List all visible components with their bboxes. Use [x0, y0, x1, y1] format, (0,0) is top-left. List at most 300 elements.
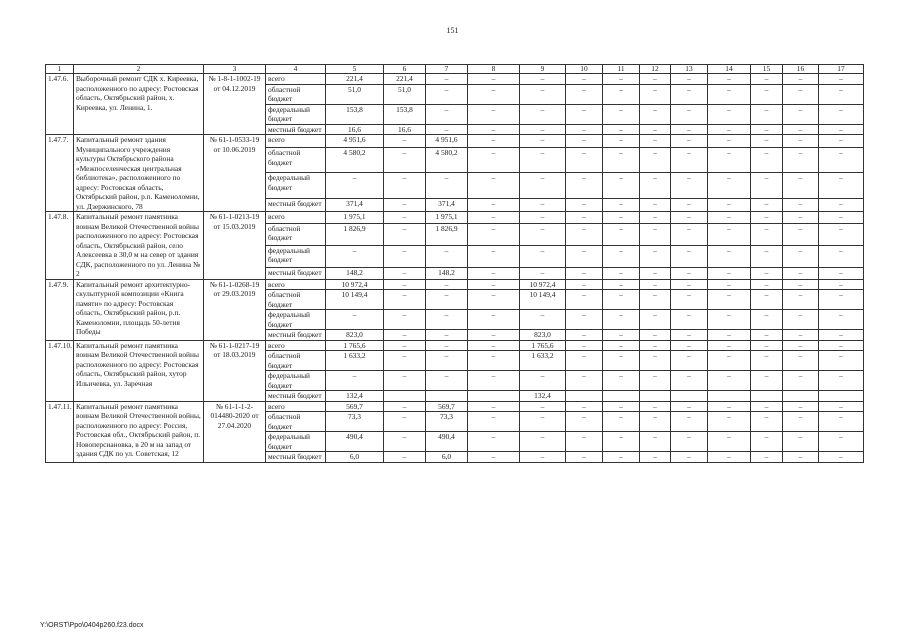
value-cell: – — [819, 279, 864, 290]
value-cell: – — [751, 148, 783, 173]
value-cell: – — [751, 173, 783, 198]
value-cell: 490,4 — [426, 432, 468, 452]
value-cell: – — [819, 245, 864, 267]
value-cell: – — [426, 173, 468, 198]
value-cell: – — [640, 310, 671, 330]
value-cell: – — [603, 351, 640, 371]
value-cell: – — [708, 310, 751, 330]
value-cell: 10 149,4 — [520, 290, 566, 310]
value-cell: 10 149,4 — [326, 290, 384, 310]
value-cell: – — [751, 310, 783, 330]
value-cell: – — [640, 340, 671, 351]
value-cell: – — [603, 432, 640, 452]
value-cell: – — [819, 84, 864, 104]
value-cell: – — [671, 371, 708, 391]
value-cell: – — [783, 351, 819, 371]
value-cell: – — [783, 198, 819, 211]
value-cell: 569,7 — [426, 401, 468, 412]
value-cell: – — [384, 432, 426, 452]
value-cell: – — [603, 84, 640, 104]
value-cell: – — [603, 401, 640, 412]
value-cell: 16,6 — [384, 124, 426, 135]
value-cell: 1 826,9 — [326, 223, 384, 245]
value-cell: – — [384, 223, 426, 245]
value-cell: 371,4 — [426, 198, 468, 211]
column-header: 8 — [468, 65, 520, 74]
value-cell: – — [566, 371, 603, 391]
value-cell: – — [640, 104, 671, 124]
funding-source-label: областной бюджет — [266, 412, 326, 432]
expertise-document: № 61-1-1-2-014480-2020 от 27.04.2020 — [204, 401, 266, 462]
value-cell: – — [603, 290, 640, 310]
value-cell: – — [426, 84, 468, 104]
value-cell: – — [566, 135, 603, 148]
value-cell: 6,0 — [426, 452, 468, 463]
value-cell: – — [783, 74, 819, 85]
value-cell: 132,4 — [520, 391, 566, 402]
value-cell: – — [603, 279, 640, 290]
value-cell: – — [819, 371, 864, 391]
value-cell: – — [566, 401, 603, 412]
value-cell: 569,7 — [326, 401, 384, 412]
value-cell: – — [708, 198, 751, 211]
value-cell — [708, 391, 751, 402]
value-cell: – — [603, 340, 640, 351]
value-cell: – — [819, 330, 864, 341]
value-cell: – — [783, 84, 819, 104]
item-name: Капитальный ремонт памятника воинам Великой Отечественной войны расположенного по адресу: Ростовская область, Октябрьский район, хутор Ильичевка, ул. Заречная — [74, 340, 204, 401]
value-cell: – — [819, 452, 864, 463]
value-cell: 1 765,6 — [326, 340, 384, 351]
value-cell: – — [819, 148, 864, 173]
value-cell: – — [468, 148, 520, 173]
value-cell: – — [819, 290, 864, 310]
value-cell: – — [751, 104, 783, 124]
value-cell: – — [640, 223, 671, 245]
value-cell: – — [468, 223, 520, 245]
value-cell: – — [520, 223, 566, 245]
value-cell: – — [468, 330, 520, 341]
expertise-document: № 61-1-0213-19 от 15.03.2019 — [204, 212, 266, 280]
funding-source-label: федеральный бюджет — [266, 104, 326, 124]
value-cell: – — [751, 401, 783, 412]
funding-source-label: федеральный бюджет — [266, 245, 326, 267]
value-cell: – — [819, 104, 864, 124]
file-path-footer: Y:\ORST\Ppo\0404p260.f23.docx — [40, 622, 144, 629]
expertise-document: № 1-8-1-1002-19 от 04.12.2019 — [204, 74, 266, 135]
value-cell: 1 975,1 — [326, 212, 384, 224]
value-cell: – — [384, 148, 426, 173]
column-header: 3 — [204, 65, 266, 74]
value-cell: – — [671, 452, 708, 463]
funding-source-label: всего — [266, 340, 326, 351]
item-number: 1.47.8. — [46, 212, 74, 280]
value-cell: – — [566, 330, 603, 341]
value-cell: – — [566, 173, 603, 198]
column-header: 15 — [751, 65, 783, 74]
value-cell: – — [468, 135, 520, 148]
value-cell: – — [603, 198, 640, 211]
value-cell: – — [708, 245, 751, 267]
value-cell: – — [520, 198, 566, 211]
value-cell: 4 580,2 — [426, 148, 468, 173]
value-cell: 1 826,9 — [426, 223, 468, 245]
value-cell: 153,8 — [384, 104, 426, 124]
value-cell: – — [708, 267, 751, 279]
value-cell: – — [603, 267, 640, 279]
value-cell: – — [384, 412, 426, 432]
funding-source-label: местный бюджет — [266, 198, 326, 211]
value-cell: – — [671, 267, 708, 279]
value-cell: – — [751, 371, 783, 391]
value-cell: – — [566, 412, 603, 432]
value-cell: – — [520, 245, 566, 267]
value-cell: – — [751, 290, 783, 310]
value-cell: – — [566, 124, 603, 135]
funding-source-label: всего — [266, 135, 326, 148]
value-cell: – — [326, 371, 384, 391]
value-cell: – — [671, 330, 708, 341]
funding-source-label: всего — [266, 279, 326, 290]
value-cell: – — [566, 245, 603, 267]
value-cell: – — [671, 245, 708, 267]
column-header: 16 — [783, 65, 819, 74]
value-cell: – — [520, 432, 566, 452]
value-cell: – — [468, 290, 520, 310]
value-cell: – — [384, 135, 426, 148]
value-cell: – — [603, 223, 640, 245]
value-cell: 221,4 — [326, 74, 384, 85]
value-cell: – — [783, 432, 819, 452]
value-cell: – — [819, 135, 864, 148]
item-name: Капитальный ремонт здания Муниципального учреждения культуры Октябрьского района «Межпоселенческая центральная библиотека», расположенного по адресу: Ростовская область, Октябрьский район, р.п. Каменоломни, ул. Дзержинского, 78 — [74, 135, 204, 212]
item-number: 1.47.9. — [46, 279, 74, 340]
funding-source-label: местный бюджет — [266, 391, 326, 402]
value-cell: – — [819, 432, 864, 452]
value-cell — [426, 391, 468, 402]
column-header: 13 — [671, 65, 708, 74]
value-cell: – — [708, 279, 751, 290]
value-cell: – — [603, 245, 640, 267]
value-cell: – — [671, 135, 708, 148]
value-cell: – — [751, 267, 783, 279]
value-cell: 221,4 — [384, 74, 426, 85]
value-cell: – — [468, 401, 520, 412]
value-cell: 490,4 — [326, 432, 384, 452]
value-cell: – — [384, 452, 426, 463]
value-cell: – — [783, 173, 819, 198]
column-header: 12 — [640, 65, 671, 74]
funding-source-label: федеральный бюджет — [266, 371, 326, 391]
value-cell: – — [520, 452, 566, 463]
value-cell: – — [640, 173, 671, 198]
value-cell — [603, 391, 640, 402]
value-cell: – — [640, 198, 671, 211]
value-cell: – — [708, 74, 751, 85]
value-cell: – — [751, 452, 783, 463]
value-cell: – — [751, 340, 783, 351]
value-cell: – — [520, 124, 566, 135]
value-cell: – — [426, 279, 468, 290]
value-cell: 153,8 — [326, 104, 384, 124]
value-cell: – — [671, 198, 708, 211]
value-cell: 1 975,1 — [426, 212, 468, 224]
value-cell: – — [384, 173, 426, 198]
value-cell: – — [708, 84, 751, 104]
value-cell: – — [468, 74, 520, 85]
value-cell: – — [603, 310, 640, 330]
value-cell: – — [819, 351, 864, 371]
value-cell: – — [468, 310, 520, 330]
value-cell: – — [819, 173, 864, 198]
value-cell: – — [783, 148, 819, 173]
value-cell: – — [384, 290, 426, 310]
page-number: 151 — [446, 26, 459, 35]
value-cell: – — [708, 452, 751, 463]
value-cell: – — [468, 279, 520, 290]
value-cell: – — [819, 412, 864, 432]
value-cell: – — [603, 124, 640, 135]
value-cell: – — [783, 290, 819, 310]
item-name: Капитальный ремонт памятника воинам Великой Отечественной войны, расположенного по адресу: Россия, Ростовская обл., Октябрьский район, п. Новоперсиановка, в 20 м на запад от здания СДК по ул. Советская, 12 — [74, 401, 204, 462]
column-header: 7 — [426, 65, 468, 74]
value-cell: – — [520, 84, 566, 104]
value-cell: – — [640, 452, 671, 463]
value-cell — [384, 391, 426, 402]
value-cell: – — [640, 401, 671, 412]
value-cell: – — [326, 245, 384, 267]
value-cell: – — [783, 245, 819, 267]
value-cell — [566, 391, 603, 402]
funding-source-label: всего — [266, 74, 326, 85]
value-cell: – — [468, 212, 520, 224]
value-cell: – — [671, 84, 708, 104]
value-cell: – — [819, 124, 864, 135]
value-cell: – — [566, 198, 603, 211]
value-cell: – — [751, 84, 783, 104]
value-cell: – — [384, 212, 426, 224]
value-cell: – — [819, 401, 864, 412]
column-header: 4 — [266, 65, 326, 74]
value-cell: – — [708, 148, 751, 173]
value-cell: – — [566, 223, 603, 245]
value-cell: – — [708, 223, 751, 245]
value-cell: – — [520, 173, 566, 198]
item-number: 1.47.10. — [46, 340, 74, 401]
value-cell: – — [671, 310, 708, 330]
column-header: 1 — [46, 65, 74, 74]
value-cell: – — [468, 371, 520, 391]
value-cell: – — [520, 412, 566, 432]
funding-source-label: областной бюджет — [266, 223, 326, 245]
value-cell: – — [640, 148, 671, 173]
value-cell: – — [520, 371, 566, 391]
value-cell: – — [640, 279, 671, 290]
value-cell: – — [783, 267, 819, 279]
value-cell — [468, 391, 520, 402]
value-cell: – — [603, 452, 640, 463]
column-header: 6 — [384, 65, 426, 74]
value-cell: – — [783, 310, 819, 330]
value-cell: – — [751, 198, 783, 211]
value-cell: – — [640, 412, 671, 432]
item-name: Капитальный ремонт памятника воинам Великой Отечественной войны расположенного по адресу: Ростовская область, Октябрьский район, село Алексеевка в 30,0 м на север от здания СДК, расположенного по ул. Ленина № 2 — [74, 212, 204, 280]
value-cell: – — [671, 212, 708, 224]
header-row — [46, 65, 864, 74]
value-cell: 371,4 — [326, 198, 384, 211]
value-cell: – — [671, 124, 708, 135]
value-cell: – — [640, 290, 671, 310]
value-cell: – — [783, 401, 819, 412]
value-cell — [671, 391, 708, 402]
value-cell: – — [708, 212, 751, 224]
value-cell: – — [671, 173, 708, 198]
item-number: 1.47.11. — [46, 401, 74, 462]
value-cell: – — [819, 340, 864, 351]
value-cell: – — [566, 148, 603, 173]
value-cell: – — [783, 124, 819, 135]
value-cell: – — [751, 432, 783, 452]
value-cell: – — [603, 104, 640, 124]
column-header: 11 — [603, 65, 640, 74]
value-cell: – — [468, 124, 520, 135]
value-cell: 6,0 — [326, 452, 384, 463]
value-cell: 10 972,4 — [520, 279, 566, 290]
value-cell: 51,0 — [384, 84, 426, 104]
value-cell: – — [819, 212, 864, 224]
value-cell: – — [671, 223, 708, 245]
value-cell: – — [468, 173, 520, 198]
value-cell: – — [783, 104, 819, 124]
value-cell: 823,0 — [326, 330, 384, 341]
value-cell: – — [603, 212, 640, 224]
value-cell: – — [671, 412, 708, 432]
value-cell: – — [520, 212, 566, 224]
value-cell: – — [640, 245, 671, 267]
item-number: 1.47.7. — [46, 135, 74, 212]
value-cell: – — [640, 371, 671, 391]
value-cell: – — [384, 371, 426, 391]
value-cell: – — [566, 290, 603, 310]
value-cell: – — [566, 267, 603, 279]
value-cell: 823,0 — [520, 330, 566, 341]
item-name: Выборочный ремонт СДК х. Киреевка, расположенного по адресу: Ростовская область, Октябрьский район, х. Киреевка, ул. Ленина, 1. — [74, 74, 204, 135]
value-cell: – — [566, 310, 603, 330]
value-cell: – — [384, 279, 426, 290]
value-cell: – — [384, 245, 426, 267]
column-header: 14 — [708, 65, 751, 74]
value-cell: – — [603, 371, 640, 391]
value-cell: – — [426, 245, 468, 267]
value-cell: – — [603, 74, 640, 85]
value-cell: – — [751, 124, 783, 135]
value-cell: – — [566, 432, 603, 452]
value-cell: – — [468, 84, 520, 104]
value-cell: 73,3 — [326, 412, 384, 432]
value-cell: 16,6 — [326, 124, 384, 135]
value-cell — [819, 391, 864, 402]
value-cell: – — [426, 351, 468, 371]
value-cell: – — [751, 223, 783, 245]
value-cell: 51,0 — [326, 84, 384, 104]
value-cell: – — [640, 212, 671, 224]
value-cell: – — [326, 173, 384, 198]
value-cell: – — [751, 212, 783, 224]
funding-source-label: местный бюджет — [266, 124, 326, 135]
value-cell: – — [708, 371, 751, 391]
value-cell: – — [566, 351, 603, 371]
value-cell: – — [566, 84, 603, 104]
value-cell: 73,3 — [426, 412, 468, 432]
value-cell: – — [708, 104, 751, 124]
value-cell — [783, 391, 819, 402]
value-cell: – — [708, 412, 751, 432]
value-cell: – — [783, 212, 819, 224]
value-cell: – — [708, 351, 751, 371]
value-cell: – — [783, 340, 819, 351]
value-cell: – — [819, 267, 864, 279]
table-row — [46, 401, 864, 412]
column-header: 2 — [74, 65, 204, 74]
value-cell: – — [708, 135, 751, 148]
value-cell: – — [640, 330, 671, 341]
value-cell: – — [426, 371, 468, 391]
value-cell: – — [751, 330, 783, 341]
value-cell: – — [326, 310, 384, 330]
value-cell: – — [708, 124, 751, 135]
value-cell — [640, 391, 671, 402]
value-cell: – — [426, 124, 468, 135]
table-row — [46, 212, 864, 224]
value-cell: – — [468, 452, 520, 463]
value-cell: – — [708, 340, 751, 351]
funding-source-label: местный бюджет — [266, 330, 326, 341]
value-cell: 4 951,6 — [326, 135, 384, 148]
value-cell: 1 765,6 — [520, 340, 566, 351]
value-cell — [751, 391, 783, 402]
funding-source-label: федеральный бюджет — [266, 173, 326, 198]
value-cell: – — [426, 74, 468, 85]
expertise-document: № 61-1-0217-19 от 18.03.2019 — [204, 340, 266, 401]
value-cell: – — [640, 432, 671, 452]
item-name: Капитальный ремонт архитектурно-скульптурной композиции «Книга памяти» по адресу: Ростовская область, Октябрьский район, р.п. Каменоломни, площадь 50-летия Победы — [74, 279, 204, 340]
value-cell: – — [783, 412, 819, 432]
column-header: 10 — [566, 65, 603, 74]
value-cell: 148,2 — [326, 267, 384, 279]
value-cell: – — [566, 279, 603, 290]
value-cell: – — [603, 135, 640, 148]
funding-source-label: областной бюджет — [266, 290, 326, 310]
value-cell: 148,2 — [426, 267, 468, 279]
value-cell: – — [384, 198, 426, 211]
value-cell: – — [520, 74, 566, 85]
value-cell: – — [783, 452, 819, 463]
value-cell: – — [751, 412, 783, 432]
funding-source-label: местный бюджет — [266, 267, 326, 279]
value-cell: – — [468, 340, 520, 351]
value-cell: – — [468, 104, 520, 124]
value-cell: 1 633,2 — [326, 351, 384, 371]
value-cell: – — [671, 104, 708, 124]
table-row — [46, 340, 864, 351]
value-cell: – — [520, 310, 566, 330]
value-cell: – — [468, 245, 520, 267]
value-cell: – — [708, 432, 751, 452]
funding-source-label: местный бюджет — [266, 452, 326, 463]
value-cell: – — [783, 135, 819, 148]
value-cell: – — [566, 104, 603, 124]
value-cell: – — [783, 330, 819, 341]
